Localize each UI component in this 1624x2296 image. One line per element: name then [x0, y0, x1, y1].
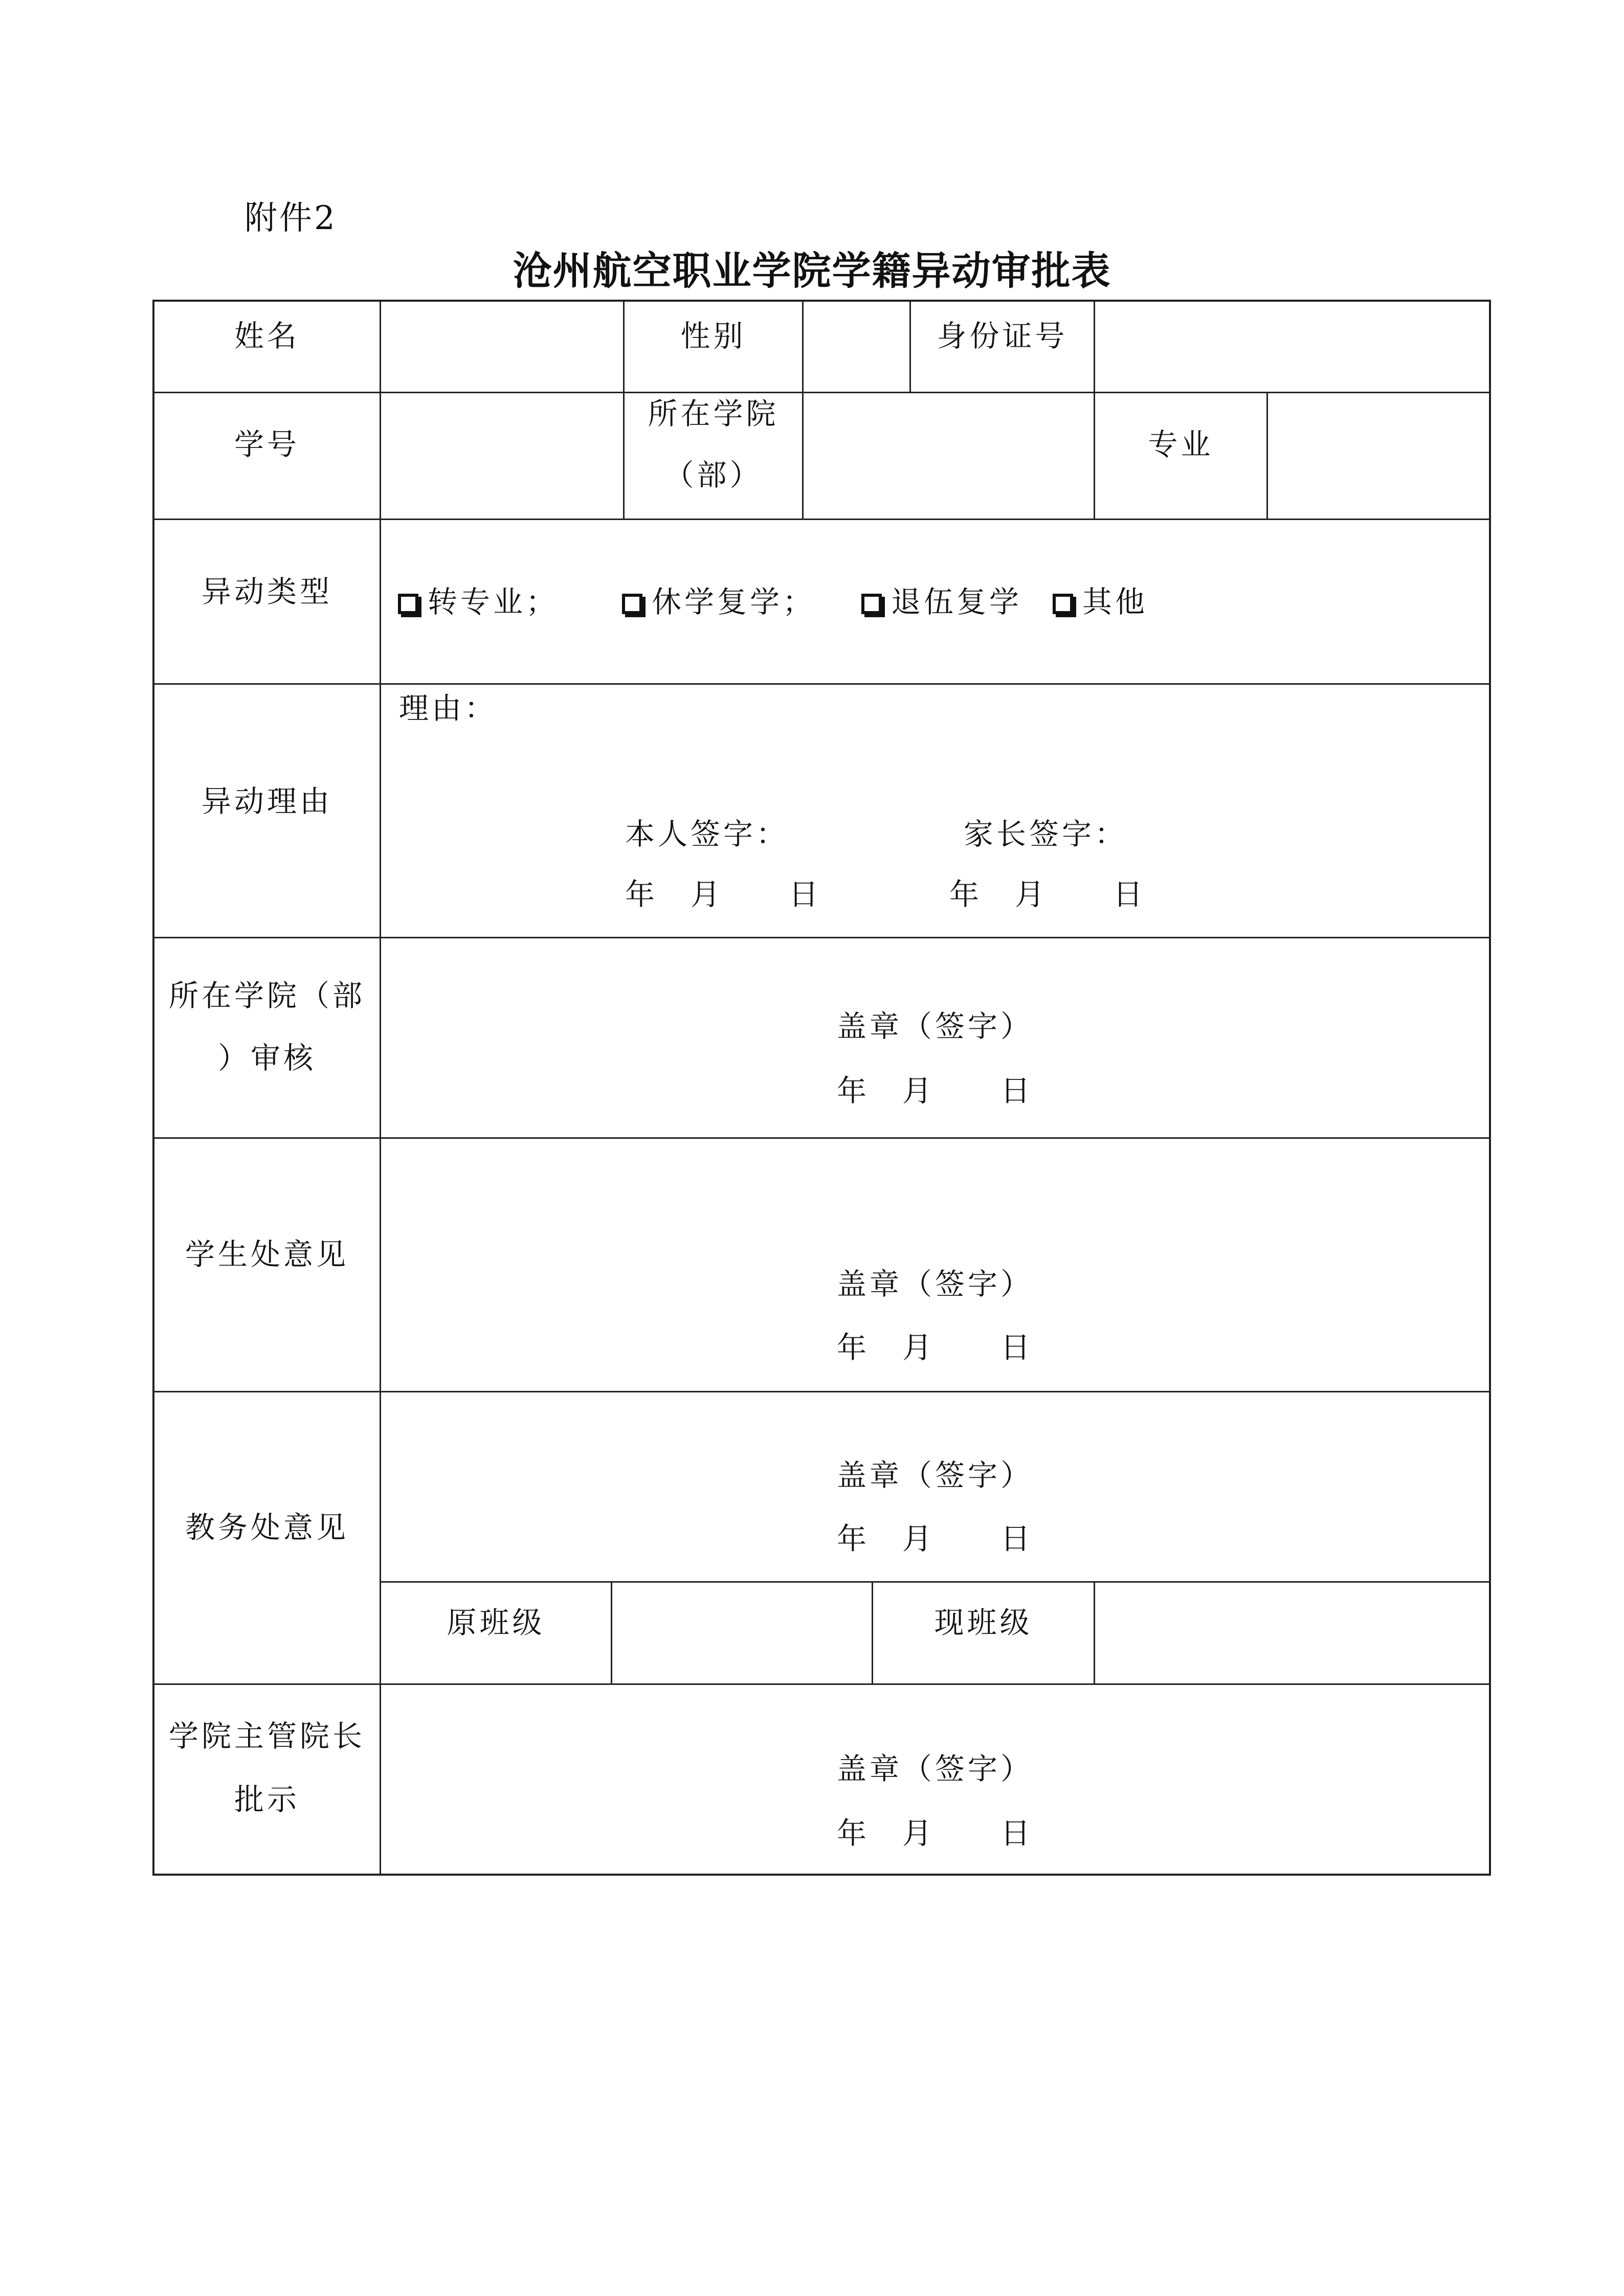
original-class-field[interactable] [612, 1583, 872, 1683]
original-class-label: 原班级 [447, 1605, 545, 1640]
major-field[interactable] [1268, 393, 1489, 519]
checkbox-icon[interactable] [1053, 594, 1073, 614]
row-divider [152, 937, 1491, 938]
checkbox-icon[interactable] [861, 594, 882, 614]
college-review-seal: 盖章（签字） [836, 1009, 1033, 1044]
checkbox-icon[interactable] [398, 594, 418, 614]
row-divider [152, 683, 1491, 685]
checkbox-icon[interactable] [622, 594, 642, 614]
row-divider [152, 1137, 1491, 1139]
parent-signature-label: 家长签字： [964, 817, 1128, 851]
college-review-date: 年 月 日 [836, 1073, 1033, 1108]
table-border-bottom [152, 1874, 1491, 1876]
table-border-right [1489, 300, 1491, 1876]
dean-approval-label-line2: 批示 [234, 1782, 300, 1817]
option-suspend-resume[interactable]: 休学复学； [622, 578, 815, 621]
row-divider [152, 1391, 1491, 1392]
college-field[interactable] [804, 393, 1094, 519]
id-number-label: 身份证号 [937, 319, 1068, 353]
option-transfer-major[interactable]: 转专业； [398, 578, 559, 621]
attachment-label: 附件2 [244, 199, 337, 237]
current-class-label: 现班级 [934, 1605, 1033, 1640]
parent-sign-date: 年 月 日 [949, 877, 1146, 912]
college-review-label-line1: 所在学院（部 [168, 978, 365, 1013]
self-sign-date: 年 月 日 [625, 877, 822, 912]
change-type-label: 异动类型 [201, 574, 332, 609]
college-label-line1: 所在学院 [648, 396, 779, 431]
row-divider [152, 519, 1491, 520]
dean-approval-seal: 盖章（签字） [836, 1751, 1033, 1786]
id-number-field[interactable] [1095, 301, 1489, 392]
student-number-field[interactable] [381, 393, 623, 519]
change-reason-label: 异动理由 [201, 784, 332, 819]
dean-approval-date: 年 月 日 [836, 1816, 1033, 1851]
table-border-left [152, 300, 154, 1876]
college-label-line2: （部） [664, 458, 763, 492]
college-review-label-line2: ）审核 [218, 1041, 317, 1075]
form-title: 沧州航空职业学院学籍异动审批表 [513, 248, 1111, 294]
name-label: 姓名 [234, 319, 300, 353]
student-number-label: 学号 [234, 427, 300, 462]
major-label: 专业 [1148, 427, 1214, 462]
reason-prefix: 理由： [399, 691, 498, 726]
dean-approval-label-line1: 学院主管院长 [168, 1719, 365, 1753]
current-class-field[interactable] [1095, 1583, 1489, 1683]
student-affairs-seal: 盖章（签字） [836, 1267, 1033, 1301]
academic-affairs-seal: 盖章（签字） [836, 1458, 1033, 1493]
academic-affairs-date: 年 月 日 [836, 1521, 1033, 1556]
name-field[interactable] [381, 301, 623, 392]
option-veteran-resume[interactable]: 退伍复学 [861, 578, 1022, 621]
student-affairs-date: 年 月 日 [836, 1330, 1033, 1365]
gender-label: 性别 [680, 319, 746, 353]
self-signature-label: 本人签字： [625, 817, 789, 851]
row-divider [152, 1683, 1491, 1685]
reason-field[interactable] [511, 688, 1483, 791]
academic-affairs-label: 教务处意见 [185, 1510, 349, 1545]
student-affairs-label: 学生处意见 [185, 1237, 349, 1272]
gender-field[interactable] [804, 301, 909, 392]
option-other[interactable]: 其他 [1053, 578, 1148, 621]
